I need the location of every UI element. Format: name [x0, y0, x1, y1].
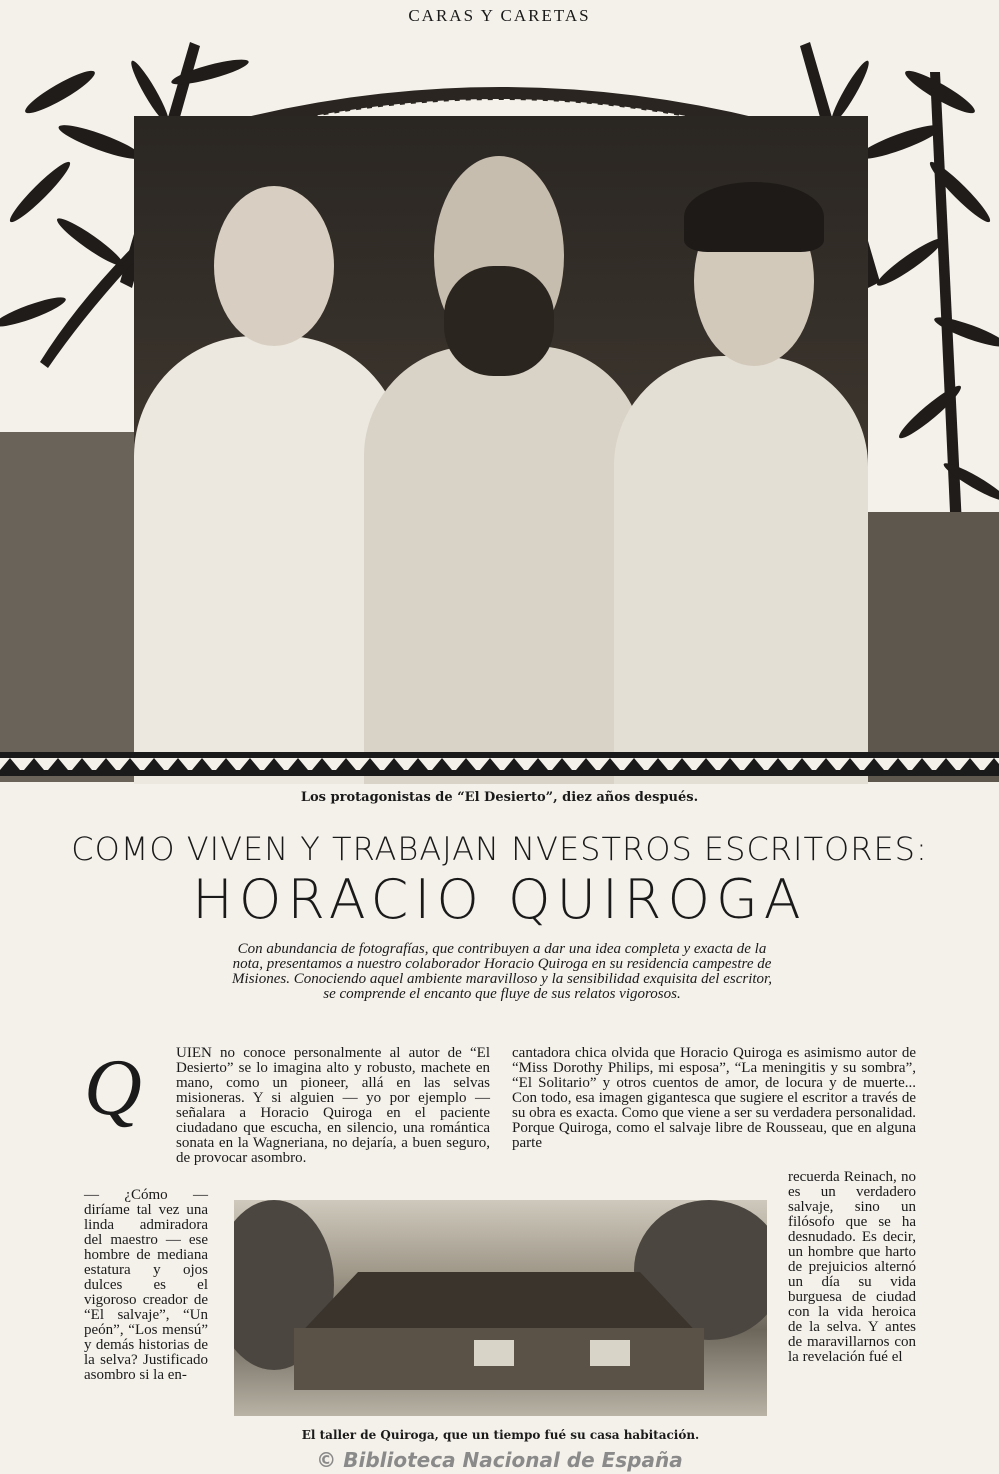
boy-figure	[614, 356, 868, 784]
article-column-right-narrow: recuerda Reinach, no es un verdadero salvaje, sino un filósofo que se ha desnudado. Es decir, un hombre que harto de prejuicios alternó un día su vida burguesa de ciudad con la vida heroica de la selva. Y antes de maravillarnos con la revelación fué el	[788, 1169, 916, 1365]
masthead: CARAS Y CARETAS	[408, 6, 591, 25]
house-window	[474, 1340, 514, 1366]
boy-hair	[684, 182, 824, 252]
article-column-left-top	[84, 1046, 490, 1166]
watermark: © Biblioteca Nacional de España	[316, 1448, 683, 1472]
article-column-right-top: cantadora chica olvida que Horacio Quiroga es asimismo autor de “Miss Dorothy Philips, mi esposa”, “La meningitis y su sombra”, “El Solitario” y otros cuentos de amor, de locura y de muerte... Con todo, esa imagen gigantesca que sugiere el escritor a través de su obra es exacta. Como que viene a ser su verdadera personalidad. Porque Quiroga, como el salvaje libre de Rousseau, que en alguna parte	[512, 1045, 916, 1151]
girl-head	[214, 186, 334, 346]
top-photo-caption: Los protagonistas de “El Desierto”, diez años después.	[300, 790, 699, 805]
top-photo-frame	[0, 32, 999, 782]
drop-cap: Q	[84, 1044, 142, 1132]
man-figure	[364, 346, 644, 784]
family-photo	[134, 116, 868, 784]
article-title: HORACIO QUIROGA	[192, 868, 807, 931]
decorative-border-strip	[0, 752, 999, 776]
man-beard	[444, 266, 554, 376]
workshop-photo-caption: El taller de Quiroga, que un tiempo fué su casa habitación.	[301, 1428, 700, 1442]
article-lede: Con abundancia de fotografías, que contribuyen a dar una idea completa y exacta de la nota, presentamos a nuestro colaborador Horacio Quiroga en su residencia campestre de Misiones. Conociendo aquel ambiente maravilloso y la sensibilidad exquisita del escritor, se comprende el encanto que fluye de sus relatos vigorosos.	[232, 941, 772, 1002]
article-text-left-top: UIEN no conoce personalmente al autor de “El Desierto” se lo imagina alto y robusto, machete en mano, como un pioneer, allá en las selvas misioneras. Y si alguien — yo por ejemplo — señalara a Horacio Quiroga en el paciente ciudadano que escucha, en silencio, una romántica sonata en la Wagneriana, no dejaría, a buen seguro, de provocar asombro.	[176, 1045, 490, 1166]
series-title: COMO VIVEN Y TRABAJAN NVESTROS ESCRITORES:	[71, 830, 928, 868]
house-window	[590, 1340, 630, 1366]
workshop-photo	[234, 1200, 767, 1416]
article-column-left-narrow: — ¿Cómo — diríame tal vez una linda admiradora del maestro — ese hombre de mediana estatura y ojos dulces es el vigoroso creador de “El salvaje”, “Un peón”, “Los mensú” y demás historias de la selva? Justificado asombro si la en-	[84, 1187, 208, 1383]
